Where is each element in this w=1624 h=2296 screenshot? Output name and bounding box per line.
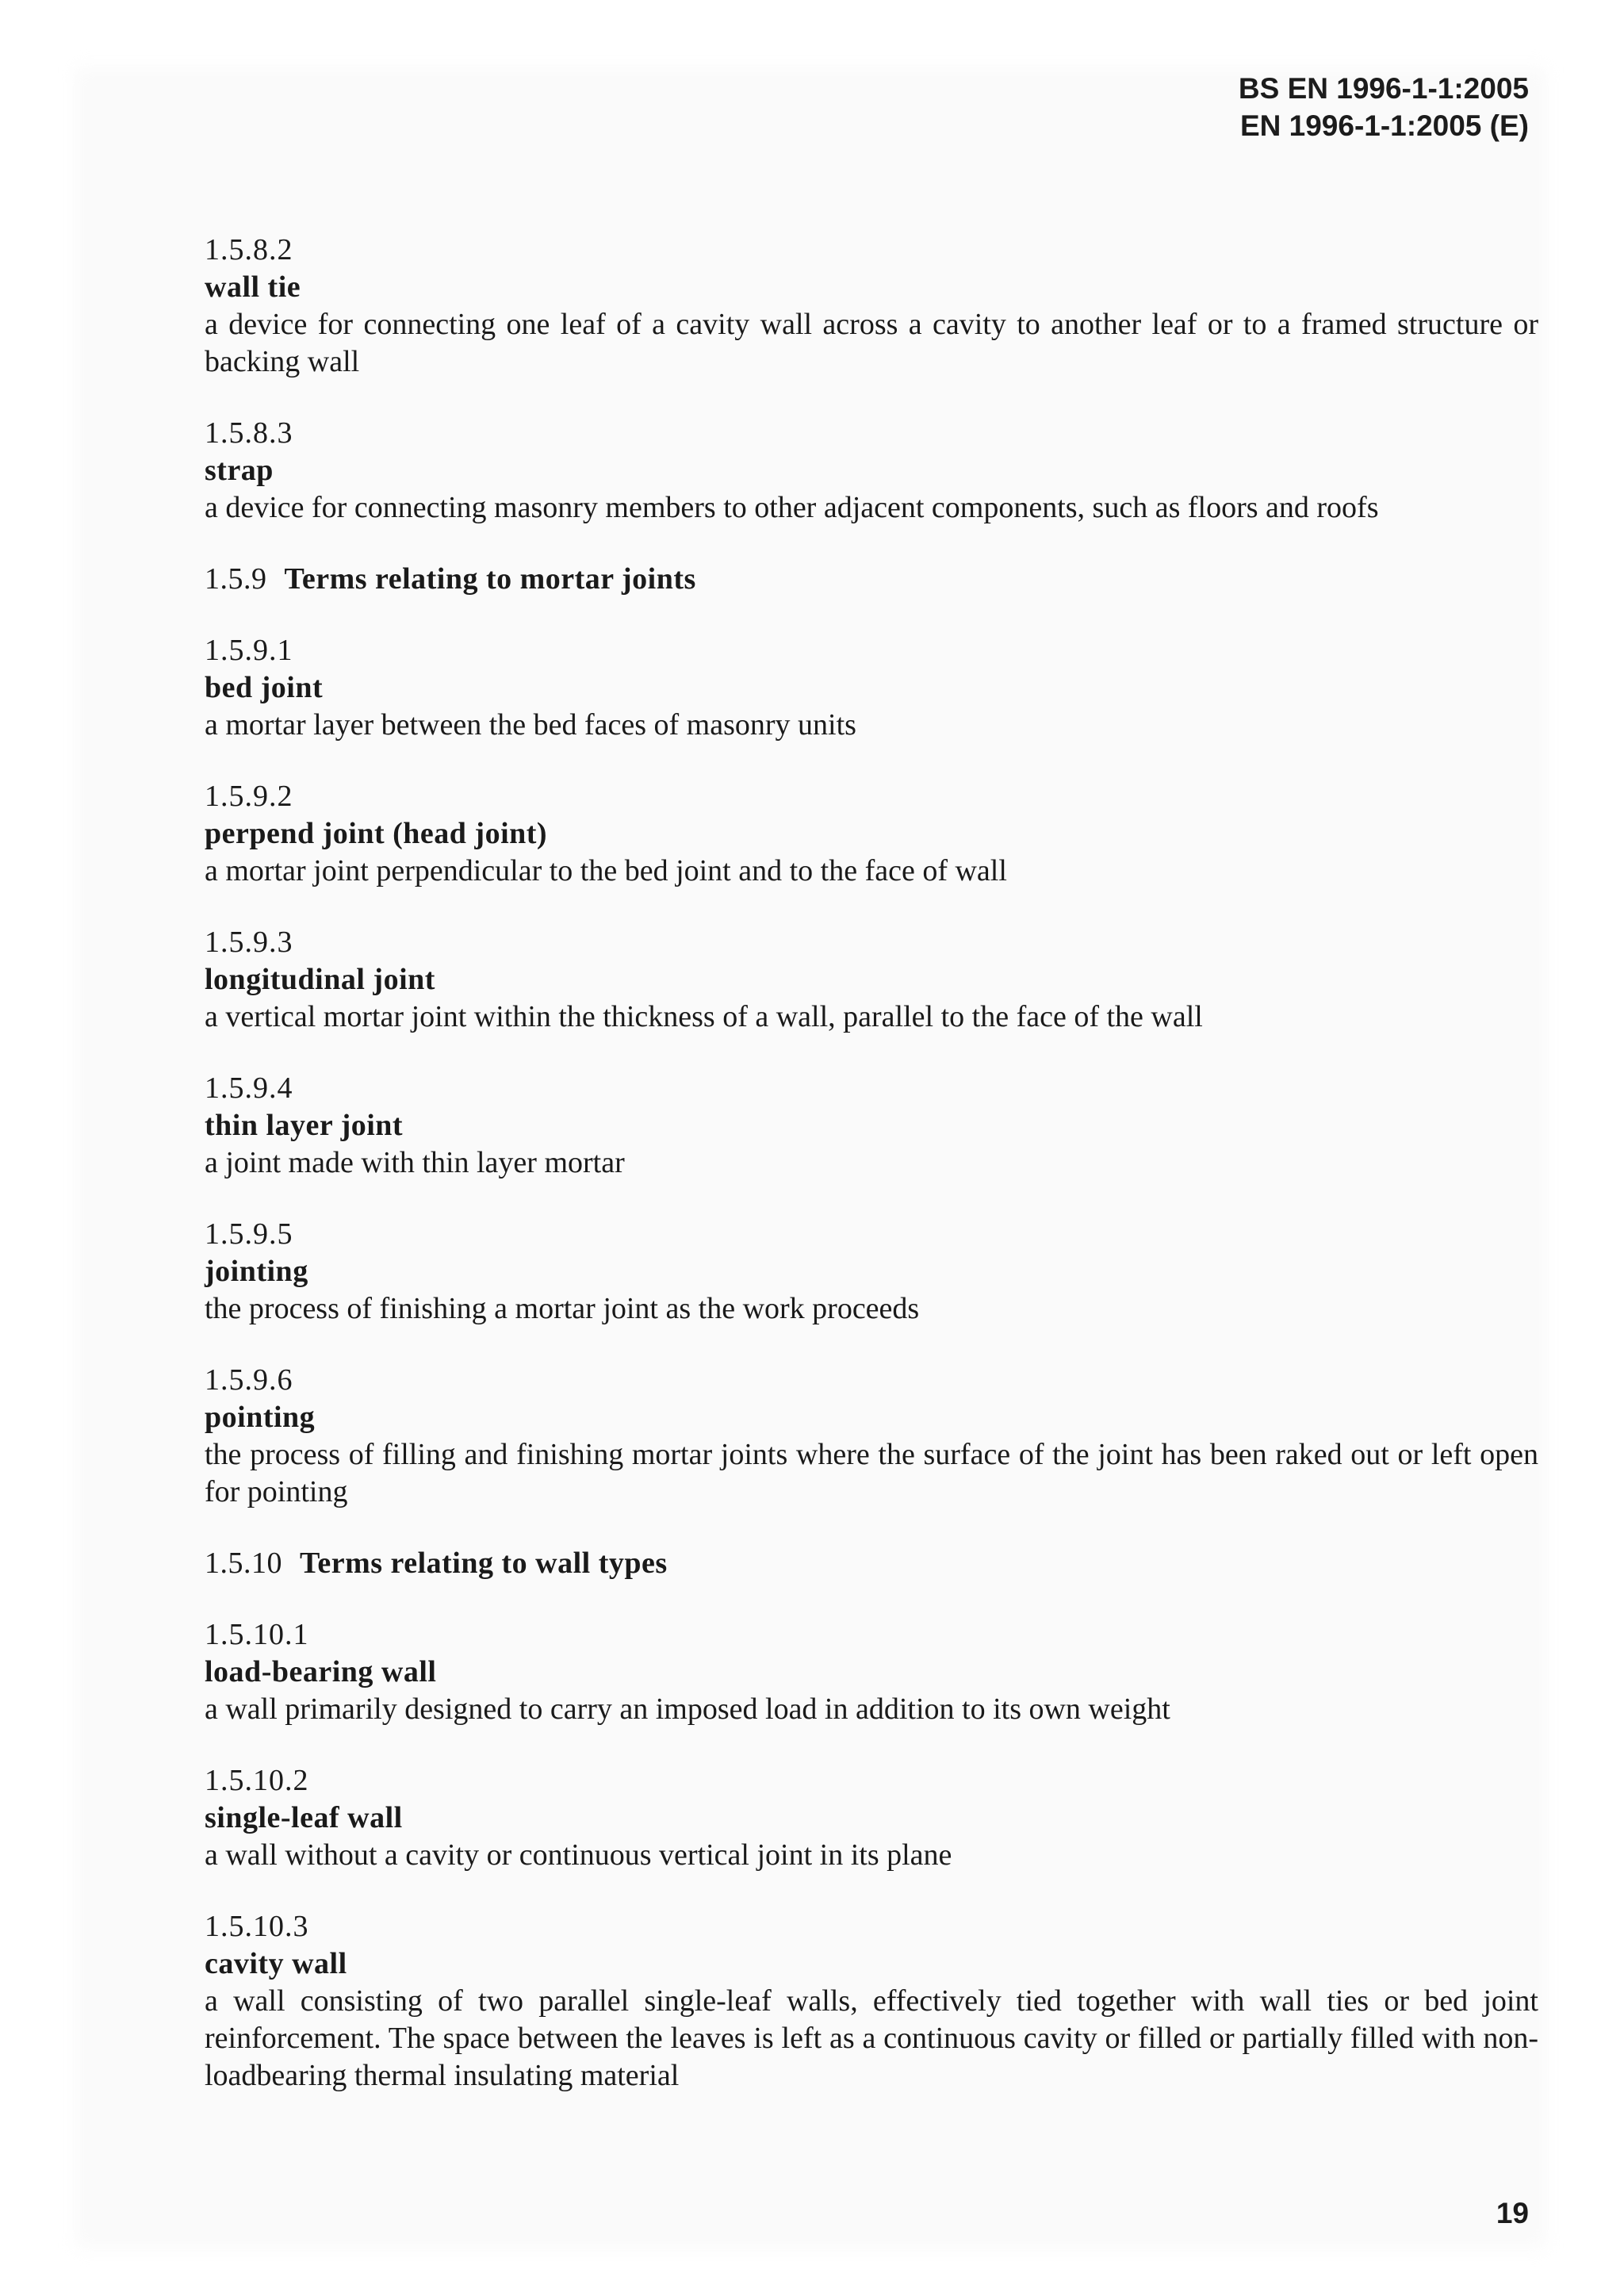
entry-definition: the process of filling and finishing mortar joints where the surface of the joint has been raked out or left open for pointing	[205, 1438, 1538, 1508]
entry-definition: a mortar joint perpendicular to the bed joint and to the face of wall	[205, 854, 1007, 887]
entry-term: thin layer joint	[205, 1109, 404, 1142]
entry-definition: a wall consisting of two parallel single-leaf walls, effectively tied together with wall ties or bed joint reinforcement. The space between the leaves is left as a continuous cavity or filled or partially filled with non-loadbearing thermal insulating material	[205, 1984, 1538, 2092]
entry-term: strap	[205, 454, 274, 487]
entry-term: jointing	[205, 1255, 308, 1288]
section-heading	[205, 1545, 1538, 1582]
definition-entry	[205, 1070, 1538, 1182]
entry-number: 1.5.9.1	[205, 634, 293, 667]
entry-number: 1.5.9.3	[205, 926, 293, 959]
entry-number: 1.5.10.1	[205, 1618, 309, 1651]
standard-reference-en: EN 1996-1-1:2005 (E)	[1239, 109, 1529, 142]
section-number: 1.5.10	[205, 1547, 282, 1580]
entry-term: wall tie	[205, 270, 301, 304]
entry-number: 1.5.8.3	[205, 416, 293, 450]
entry-number: 1.5.10.3	[205, 1910, 309, 1943]
definition-entry	[205, 632, 1538, 744]
definition-entry	[205, 1616, 1538, 1728]
section-title: Terms relating to wall types	[300, 1547, 668, 1580]
definition-entry	[205, 1908, 1538, 2095]
entry-definition: a mortar layer between the bed faces of masonry units	[205, 708, 856, 742]
definition-entry	[205, 232, 1538, 381]
entry-term: load-bearing wall	[205, 1655, 437, 1688]
entry-number: 1.5.9.4	[205, 1071, 293, 1105]
entry-definition: a device for connecting masonry members to other adjacent components, such as floors and roofs	[205, 491, 1379, 524]
document-body	[205, 232, 1538, 2129]
entry-number: 1.5.10.2	[205, 1764, 309, 1797]
section-heading	[205, 561, 1538, 598]
entry-term: longitudinal joint	[205, 963, 435, 996]
definition-entry	[205, 924, 1538, 1036]
definition-entry	[205, 1362, 1538, 1511]
entry-term: bed joint	[205, 671, 324, 704]
entry-definition: a device for connecting one leaf of a cavity wall across a cavity to another leaf or to a framed structure or backing wall	[205, 308, 1538, 378]
entry-definition: a wall primarily designed to carry an imposed load in addition to its own weight	[205, 1692, 1170, 1726]
entry-definition: a vertical mortar joint within the thickness of a wall, parallel to the face of the wall	[205, 1000, 1203, 1033]
entry-definition: the process of finishing a mortar joint as the work proceeds	[205, 1292, 920, 1325]
entry-number: 1.5.9.6	[205, 1363, 293, 1397]
entry-term: pointing	[205, 1401, 316, 1434]
definition-entry	[205, 1762, 1538, 1874]
entry-term: cavity wall	[205, 1947, 347, 1980]
definition-entry	[205, 778, 1538, 890]
entry-definition: a wall without a cavity or continuous vertical joint in its plane	[205, 1838, 952, 1872]
entry-term: perpend joint (head joint)	[205, 817, 548, 850]
entry-number: 1.5.8.2	[205, 233, 293, 266]
page-number: 19	[1496, 2197, 1529, 2229]
definition-entry	[205, 415, 1538, 527]
section-title: Terms relating to mortar joints	[284, 562, 696, 596]
entry-definition: a joint made with thin layer mortar	[205, 1146, 625, 1179]
definition-entry	[205, 1216, 1538, 1328]
entry-term: single-leaf wall	[205, 1801, 403, 1834]
document-header	[1239, 70, 1529, 144]
entry-number: 1.5.9.5	[205, 1217, 293, 1251]
entry-number: 1.5.9.2	[205, 780, 293, 813]
standard-reference-bs: BS EN 1996-1-1:2005	[1238, 72, 1529, 105]
section-number: 1.5.9	[205, 562, 267, 596]
